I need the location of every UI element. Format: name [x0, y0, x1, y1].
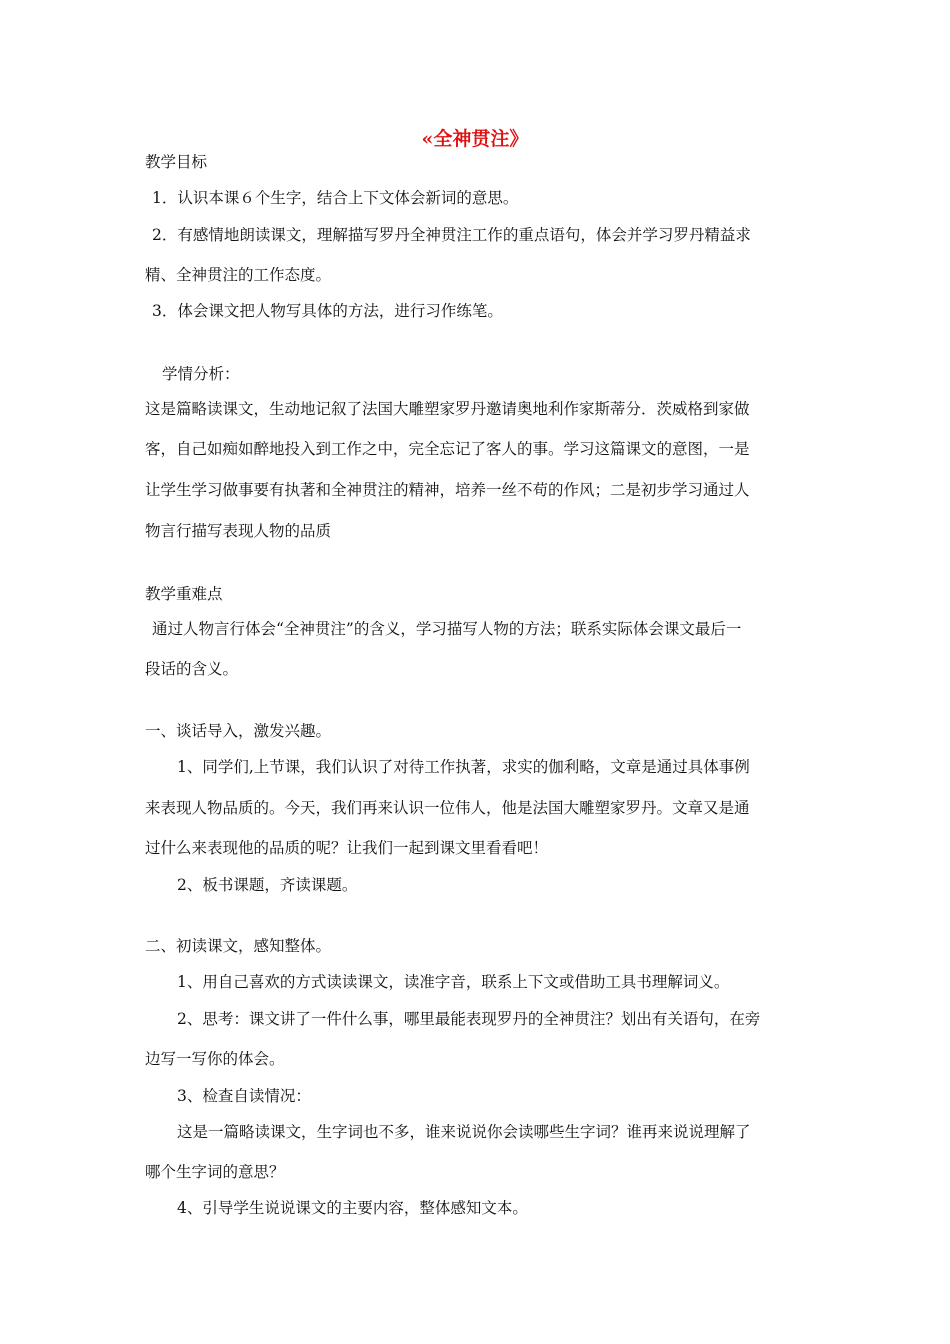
goal-item-2: 2．有感情地朗读课文，理解描写罗丹全神贯注工作的重点语句，体会并学习罗丹精益求: [152, 226, 751, 244]
analysis-line: 让学生学习做事要有执著和全神贯注的精神，培养一丝不苟的作风；二是初步学习通过人: [145, 481, 750, 499]
part1-line: 2、板书课题，齐读课题。: [177, 876, 358, 894]
keypoints-heading: 教学重难点: [145, 585, 223, 603]
part2-heading: 二、初读课文，感知整体。: [145, 937, 332, 955]
part2-line: 2、思考：课文讲了一件什么事，哪里最能表现罗丹的全神贯注？划出有关语句，在旁: [177, 1010, 761, 1028]
part2-line: 3、检查自读情况：: [177, 1087, 311, 1105]
part2-line: 这是一篇略读课文，生字词也不多，谁来说说你会读哪些生字词？谁再来说说理解了: [177, 1123, 751, 1141]
part1-line: 过什么来表现他的品质的呢？让我们一起到课文里看看吧！: [145, 839, 549, 857]
goal-item-1: 1．认识本课６个生字，结合上下文体会新词的意思。: [152, 189, 519, 207]
goal-item-2-cont: 精、全神贯注的工作态度。: [145, 266, 332, 284]
part2-line: 哪个生字词的意思？: [145, 1163, 285, 1181]
part1-line: 来表现人物品质的。今天，我们再来认识一位伟人，他是法国大雕塑家罗丹。文章又是通: [145, 799, 750, 817]
analysis-line: 这是篇略读课文，生动地记叙了法国大雕塑家罗丹邀请奥地利作家斯蒂分．茨威格到家做: [145, 400, 750, 418]
part2-line: 1、用自己喜欢的方式读读课文，读准字音，联系上下文或借助工具书理解词义。: [177, 973, 730, 991]
analysis-line: 客，自己如痴如醉地投入到工作之中，完全忘记了客人的事。学习这篇课文的意图，一是: [145, 440, 750, 458]
analysis-heading: 学情分析：: [162, 365, 240, 383]
document-title: «全神贯注》: [421, 128, 529, 150]
analysis-line: 物言行描写表现人物的品质: [145, 522, 332, 540]
part1-line: 1、同学们,上节课，我们认识了对待工作执著，求实的伽利略，文章是通过具体事例: [177, 758, 750, 776]
goal-item-3: 3．体会课文把人物写具体的方法，进行习作练笔。: [152, 302, 503, 320]
goals-heading: 教学目标: [145, 153, 208, 171]
part2-line: 边写一写你的体会。: [145, 1050, 285, 1068]
keypoints-line: 段话的含义。: [145, 660, 239, 678]
keypoints-line: 通过人物言行体会“全神贯注”的含义，学习描写人物的方法；联系实际体会课文最后一: [152, 620, 742, 638]
part2-line: 4、引导学生说说课文的主要内容，整体感知文本。: [177, 1199, 528, 1217]
part1-heading: 一、谈话导入，激发兴趣。: [145, 722, 332, 740]
